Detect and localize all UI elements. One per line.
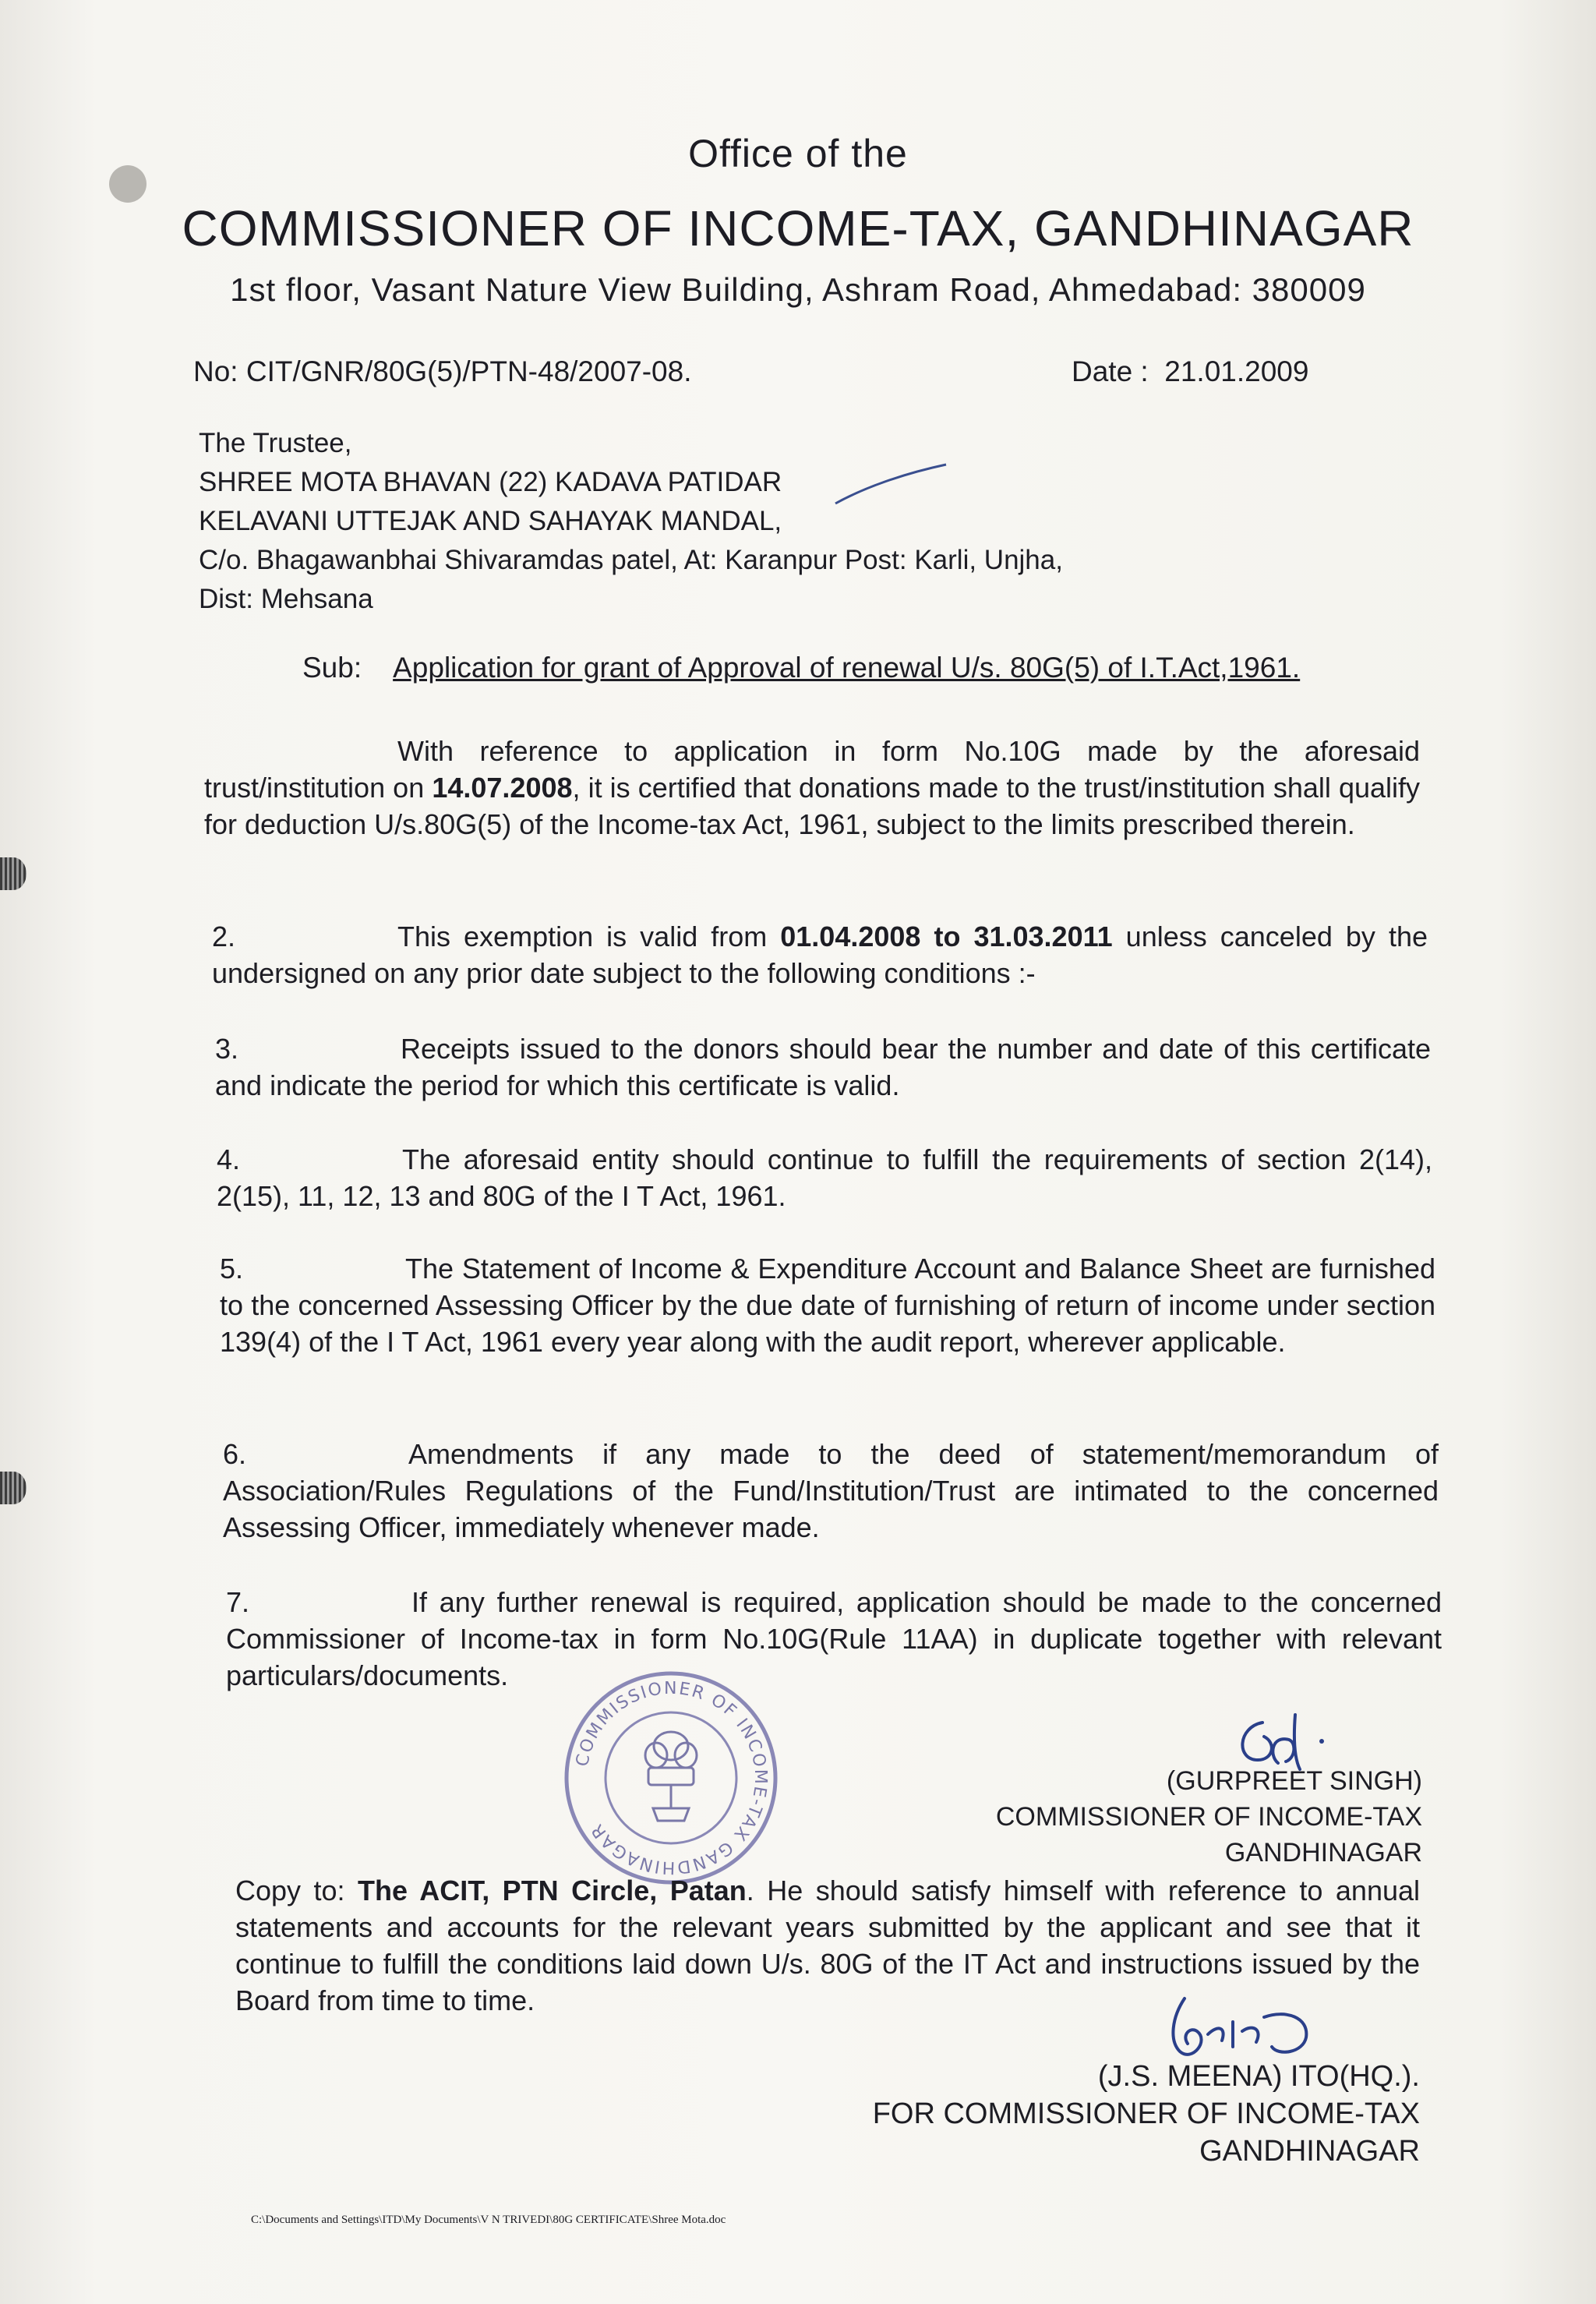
p2-validity-period: 01.04.2008 to 31.03.2011 <box>780 921 1113 952</box>
date-value: 21.01.2009 <box>1164 355 1309 387</box>
p5-number: 5. <box>220 1253 244 1285</box>
p1-application-date: 14.07.2008 <box>432 772 573 804</box>
signatory-ito <box>779 2058 1420 2170</box>
paragraph-7 <box>226 1584 1442 1694</box>
official-seal-stamp <box>561 1668 781 1888</box>
addressee-line-2: SHREE MOTA BHAVAN (22) KADAVA PATIDAR <box>199 467 782 497</box>
p6-text: Amendments if any made to the deed of statement/memorandum of Association/Rules Regulations of the Fund/Institution/Trust are intimated to the concerned Assessing Officer, immediately whenever made. <box>223 1438 1439 1543</box>
document-file-path: C:\Documents and Settings\ITD\My Documents\V N TRIVEDI\80G CERTIFICATE\Shree Mota.doc <box>251 2214 726 2226</box>
paragraph-6 <box>223 1436 1439 1546</box>
subject-label: Sub: <box>302 652 362 684</box>
p7-number: 7. <box>226 1586 250 1618</box>
office-address: 1st floor, Vasant Nature View Building, Ashram Road, Ahmedabad: 380009 <box>230 271 1366 308</box>
p1-text-start: With reference to application in form No.10G made by the aforesaid trust/institution on <box>204 735 1420 804</box>
signatory2-name: (J.S. MEENA) ITO(HQ.). <box>1097 2060 1420 2093</box>
signatory2-title: FOR COMMISSIONER OF INCOME-TAX <box>872 2097 1420 2130</box>
office-title: COMMISSIONER OF INCOME-TAX, GANDHINAGAR <box>182 200 1414 256</box>
p1-text-end: , it is certified that donations made to the trust/institution shall qualify for deduction U/s.80G(5) of the Income-tax Act, 1961, subject to the limits prescribed therein. <box>204 772 1421 840</box>
reference-number: No: CIT/GNR/80G(5)/PTN-48/2007-08. <box>193 355 692 387</box>
letter-date <box>1072 355 1308 388</box>
p7-text: If any further renewal is required, application should be made to the concerned Commissioner of Income-tax in form No.10G(Rule 11AA) in duplicate together with relevant particulars/documents. <box>226 1586 1442 1691</box>
signatory1-place: GANDHINAGAR <box>1224 1838 1422 1868</box>
paragraph-1 <box>204 733 1420 843</box>
binder-ring-bottom <box>0 1472 26 1504</box>
date-label: Date : <box>1072 355 1149 387</box>
signatory-commissioner <box>974 1763 1422 1871</box>
addressee-line-3: KELAVANI UTTEJAK AND SAHAYAK MANDAL, <box>199 506 782 536</box>
addressee-line-1: The Trustee, <box>199 428 352 458</box>
addressee-line-5: Dist: Mehsana <box>199 584 373 614</box>
p2-text-start: This exemption is valid from <box>397 921 781 952</box>
pen-tick-mark <box>832 460 949 507</box>
p4-text: The aforesaid entity should continue to fulfill the requirements of section 2(14), 2(15), 11, 12, 13 and 80G of the I T Act, 1961. <box>217 1143 1432 1212</box>
copy-to-recipient: The ACIT, PTN Circle, Patan <box>358 1875 747 1906</box>
copy-to-label: Copy to: <box>235 1875 358 1906</box>
paragraph-2 <box>212 918 1428 991</box>
copy-to-text: . He should satisfy himself with reference to annual statements and accounts for the relevant years submitted by the applicant and see that it continue to fulfill the conditions laid down U/s. 80G of the IT Act and instructions issued by the Board from time to time. <box>235 1875 1421 2016</box>
paragraph-3 <box>215 1030 1431 1104</box>
addressee-line-4: C/o. Bhagawanbhai Shivaramdas patel, At: Karanpur Post: Karli, Unjha, <box>199 545 1063 575</box>
paragraph-4 <box>217 1141 1432 1214</box>
p3-number: 3. <box>215 1033 239 1065</box>
p6-number: 6. <box>223 1438 247 1470</box>
office-line: Office of the <box>688 132 908 175</box>
signatory2-place: GANDHINAGAR <box>1199 2135 1420 2168</box>
subject-line <box>302 652 1300 684</box>
subject-text: Application for grant of Approval of renewal U/s. 80G(5) of I.T.Act,1961. <box>393 652 1301 684</box>
signatory1-title: COMMISSIONER OF INCOME-TAX <box>995 1802 1422 1832</box>
svg-text:COMMISSIONER OF INCOME-TAX GAN: COMMISSIONER OF INCOME-TAX GANDHINAGAR <box>572 1678 771 1878</box>
paragraph-5 <box>220 1250 1435 1360</box>
binder-ring-top <box>0 857 26 890</box>
p5-text: The Statement of Income & Expenditure Account and Balance Sheet are furnished to the concerned Assessing Officer by the due date of furnishing of return of income under section 139(4) of the I T Act, 1961 every year along with the audit report, wherever applicable. <box>220 1253 1435 1358</box>
p3-text: Receipts issued to the donors should bear the number and date of this certificate and indicate the period for which this certificate is valid. <box>215 1033 1431 1101</box>
p4-number: 4. <box>217 1143 241 1175</box>
p2-number: 2. <box>212 921 236 952</box>
p2-text-end: unless canceled by the undersigned on any prior date subject to the following conditions :- <box>212 921 1428 989</box>
signatory1-name: (GURPREET SINGH) <box>1166 1766 1422 1796</box>
